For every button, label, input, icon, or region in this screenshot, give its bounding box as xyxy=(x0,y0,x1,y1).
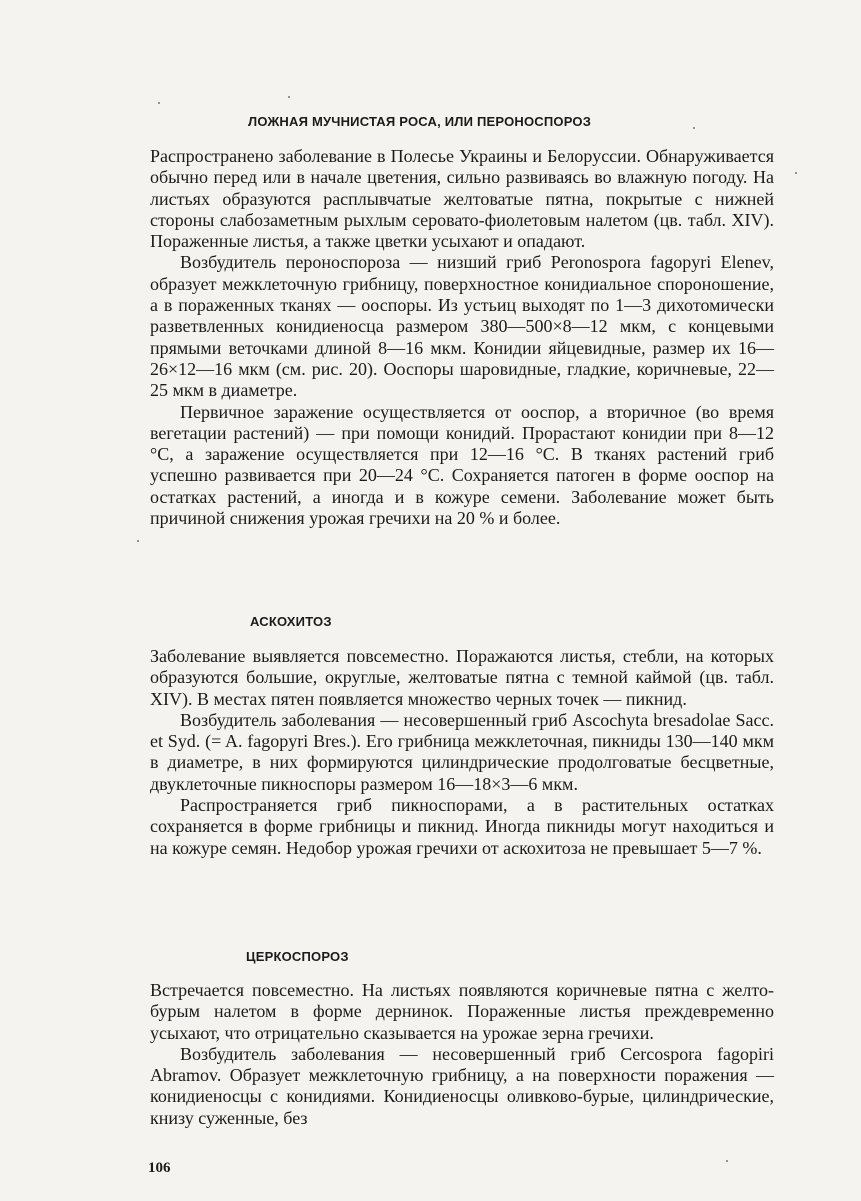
section-heading-peronosporosis: ЛОЖНАЯ МУЧНИСТАЯ РОСА, ИЛИ ПЕРОНОСПОРОЗ xyxy=(248,114,592,129)
scan-speck xyxy=(137,540,139,542)
paragraph: Первичное заражение осуществляется от ооспор, а вторичное (во время вегетации растений) — при помощи конидий. Прорастают конидии при 8—12 °С, а заражение осуществляется при 12—16 °С. В тканях растений гриб успешно развивается при 20—24 °С. Сохраняется патоген в форме ооспор на остатках растений, а иногда и в кожуре семени. Заболевание может быть причиной снижения урожая гречихи на 20 % и более. xyxy=(150,401,774,529)
section-body-peronosporosis xyxy=(150,146,774,529)
page-number: 106 xyxy=(148,1160,171,1176)
scan-speck xyxy=(158,102,160,104)
paragraph: Заболевание выявляется повсеместно. Поражаются листья, стебли, на которых образуются большие, округлые, желтоватые пятна с темной каймой (цв. табл. XIV). В местах пятен появляется множество черных точек — пикнид. xyxy=(150,646,774,709)
scan-speck xyxy=(795,172,797,174)
paragraph: Распространяется гриб пикноспорами, а в растительных остатках сохраняется в форме грибницы и пикнид. Иногда пикниды могут находиться и на кожуре семян. Недобор урожая гречихи от аскохитоза не превышает 5—7 %. xyxy=(150,795,774,858)
scan-speck xyxy=(288,96,290,98)
paragraph: Возбудитель заболевания — несовершенный гриб Cercospora fagopiri Abramov. Образует межклеточную грибницу, а на поверхности поражения — конидиеносцы с конидиями. Конидиеносцы оливково-бурые, цилиндрические, книзу суженные, без xyxy=(150,1043,774,1128)
section-body-cercosporosis xyxy=(150,980,774,1129)
section-body-ascochytosis xyxy=(150,646,774,859)
paragraph: Распространено заболевание в Полесье Украины и Белоруссии. Обнаруживается обычно перед или в начале цветения, сильно развиваясь во влажную погоду. На листьях образуются расплывчатые желтоватые пятна, покрытые с нижней стороны слабозаметным рыхлым серовато-фиолетовым налетом (цв. табл. XIV). Пораженные листья, а также цветки усыхают и опадают. xyxy=(150,146,774,252)
scan-speck xyxy=(726,1160,728,1162)
paragraph: Возбудитель пероноспороза — низший гриб Peronospora fagopyri Elenev, образует межклеточную грибницу, поверхностное конидиальное спороношение, а в пораженных тканях — ооспоры. Из устьиц выходят по 1—3 дихотомически разветвленных конидиеносца размером 380—500×8—12 мкм, с концевыми прямыми веточками длиной 8—16 мкм. Конидии яйцевидные, размер их 16—26×12—16 мкм (см. рис. 20). Ооспоры шаровидные, гладкие, коричневые, 22—25 мкм в диаметре. xyxy=(150,252,774,401)
paragraph: Возбудитель заболевания — несовершенный гриб Ascochyta bresadolae Sacc. et Syd. (= A. fagopyri Bres.). Его грибница межклеточная, пикниды 130—140 мкм в диаметре, в них формируются цилиндрические продолговатые бесцветные, двуклеточные пикноспоры размером 16—18×3—6 мкм. xyxy=(150,709,774,794)
section-heading-cercosporosis: ЦЕРКОСПОРОЗ xyxy=(246,949,349,964)
section-heading-ascochytosis: АСКОХИТОЗ xyxy=(250,614,332,629)
scan-speck xyxy=(693,127,695,129)
paragraph: Встречается повсеместно. На листьях появляются коричневые пятна с желто-бурым налетом в форме дернинок. Пораженные листья преждевременно усыхают, что отрицательно сказывается на урожае зерна гречихи. xyxy=(150,980,774,1043)
